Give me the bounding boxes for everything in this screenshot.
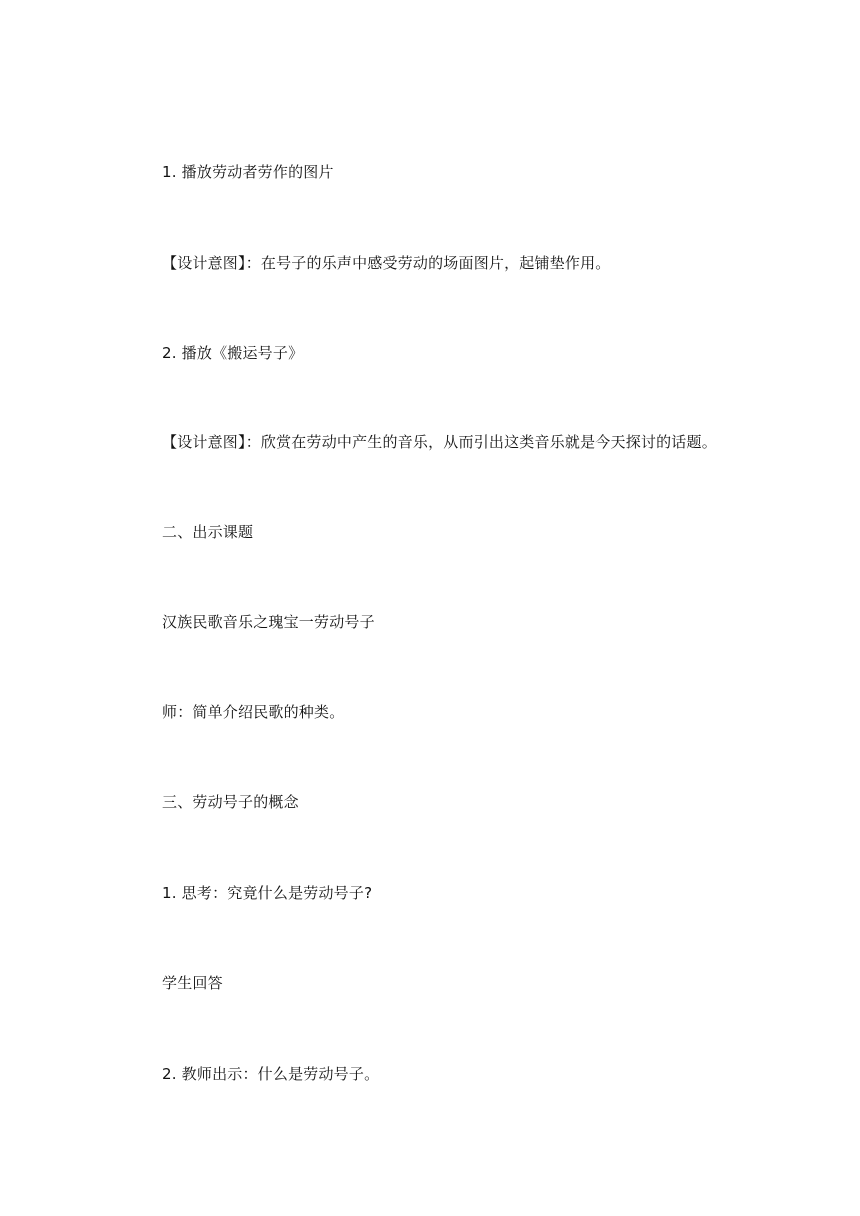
section-heading-2: 二、出示课题 [162, 523, 254, 541]
paragraph-step-2: 2. 播放《搬运号子》 [162, 344, 304, 362]
section-heading-3: 三、劳动号子的概念 [162, 793, 299, 811]
paragraph-teacher-show: 2. 教师出示：什么是劳动号子。 [162, 1065, 380, 1083]
paragraph-step-1: 1. 播放劳动者劳作的图片 [162, 163, 334, 181]
paragraph-student-answer: 学生回答 [162, 974, 223, 992]
paragraph-think: 1. 思考：究竟什么是劳动号子? [162, 884, 373, 902]
paragraph-design-intent-2: 【设计意图】：欣赏在劳动中产生的音乐，从而引出这类音乐就是今天探讨的话题。 [162, 433, 717, 451]
paragraph-design-intent-1: 【设计意图】：在号子的乐声中感受劳动的场面图片，起铺垫作用。 [162, 254, 611, 272]
paragraph-teacher-intro: 师：简单介绍民歌的种类。 [162, 703, 345, 721]
lesson-title: 汉族民歌音乐之瑰宝一劳动号子 [162, 613, 375, 631]
